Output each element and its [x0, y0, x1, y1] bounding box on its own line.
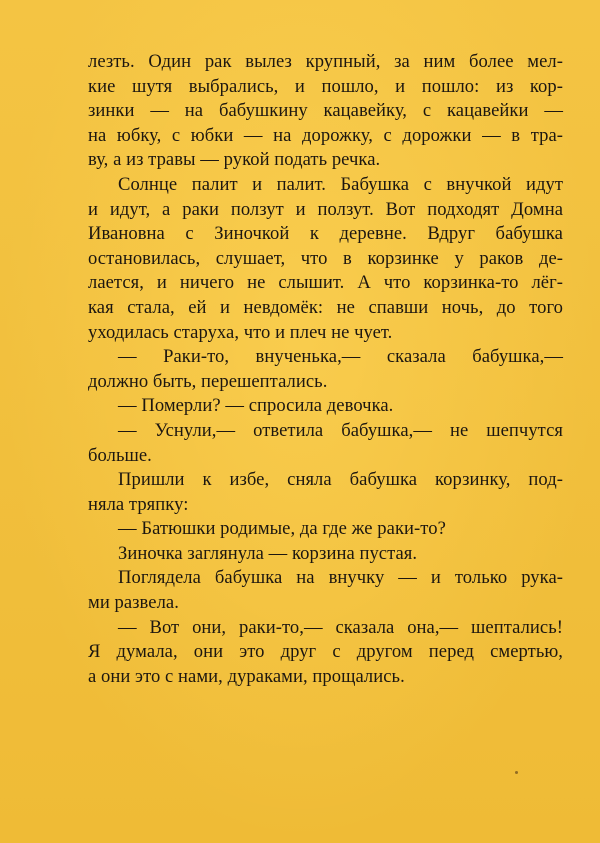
- text-line: должно быть, перешептались.: [88, 370, 328, 392]
- text-line: — Померли? — спросила девочка.: [118, 395, 394, 417]
- text-line: Солнце палит и палит. Бабушка с внучкой идут: [118, 173, 563, 195]
- text-line: — Вот они, раки-то,— сказала она,— шептались!: [118, 616, 563, 638]
- text-line: а они это с нами, дураками, прощались.: [88, 665, 405, 687]
- text-line: — Уснули,— ответила бабушка,— не шепчутся: [118, 419, 563, 441]
- text-line: лается, и ничего не слышит. А что корзинка-то лёг-: [88, 272, 563, 294]
- text-line: няла тряпку:: [88, 493, 189, 515]
- text-line: — Раки-то, внученька,— сказала бабушка,—: [118, 346, 563, 368]
- text-line: — Батюшки родимые, да где же раки-то?: [118, 518, 446, 540]
- story-text: [88, 50, 563, 689]
- text-line: остановилась, слушает, что в корзинке у раков де-: [88, 247, 563, 269]
- text-line: ву, а из травы — рукой подать речка.: [88, 149, 381, 171]
- text-line: Я думала, они это друг с другом перед смертью,: [88, 641, 563, 663]
- text-line: уходилась старуха, что и плеч не чует.: [88, 321, 393, 343]
- text-line: кие шутя выбрались, и пошло, и пошло: из кор-: [88, 75, 563, 97]
- text-line: и идут, а раки ползут и ползут. Вот подходят Домна: [88, 198, 563, 220]
- paper-speck: [515, 771, 518, 774]
- text-line: Пришли к избе, сняла бабушка корзинку, под-: [118, 469, 563, 491]
- text-line: лезть. Один рак вылез крупный, за ним более мел-: [88, 51, 563, 72]
- text-line: на юбку, с юбки — на дорожку, с дорожки — в тра-: [88, 124, 563, 146]
- text-line: больше.: [88, 444, 152, 466]
- text-line: кая стала, ей и невдомёк: не спавши ночь, до того: [88, 296, 563, 318]
- text-line: Зиночка заглянула — корзина пустая.: [118, 542, 418, 564]
- text-line: Поглядела бабушка на внучку — и только рука-: [118, 567, 563, 589]
- text-line: ми развела.: [88, 592, 179, 614]
- text-line: Ивановна с Зиночкой к деревне. Вдруг бабушка: [88, 223, 563, 245]
- text-line: зинки — на бабушкину кацавейку, с кацавейки —: [88, 100, 563, 122]
